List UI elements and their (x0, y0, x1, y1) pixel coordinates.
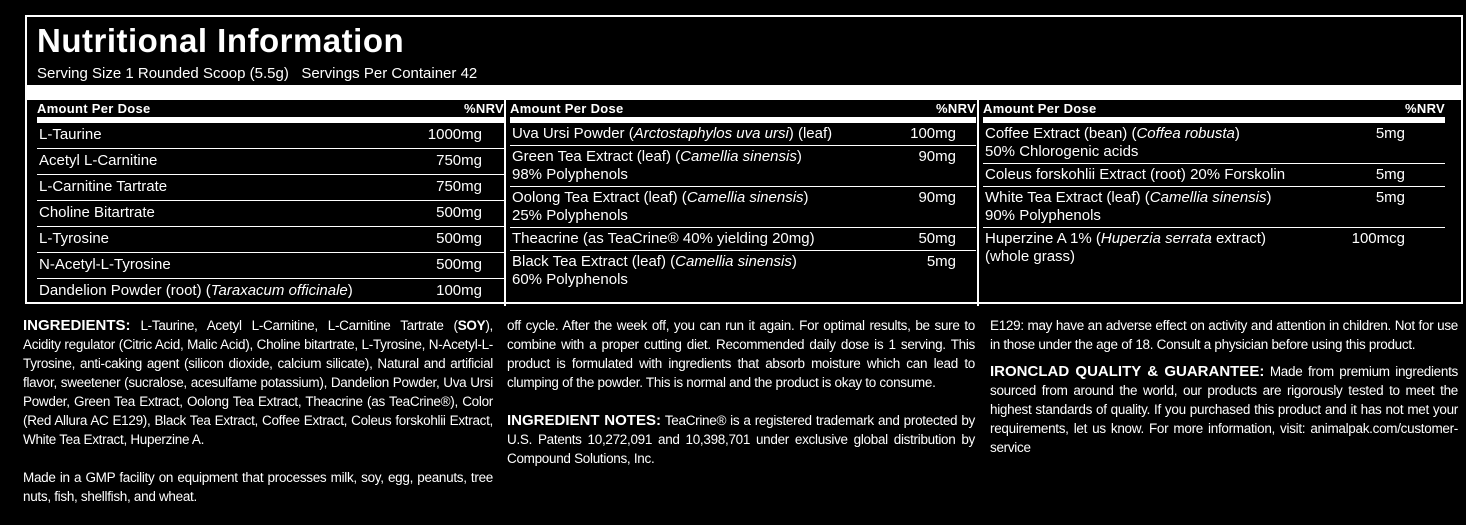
nutrient-name-text: Uva Ursi Powder ( (512, 125, 634, 142)
nutrient-name-text: N-Acetyl-L-Tyrosine (39, 256, 171, 273)
nutrient-name (39, 204, 504, 222)
nutrient-row (510, 146, 976, 187)
nutrient-name-text: Huperzine A 1% ( (985, 230, 1101, 247)
nutrient-name-text: Black Tea Extract (leaf) ( (512, 253, 676, 270)
nutrient-name-suffix: ) (803, 189, 809, 206)
nutrient-name (512, 125, 976, 143)
nutrient-name-text: Oolong Tea Extract (leaf) ( (512, 189, 687, 206)
nutrient-latin-name: Camellia sinensis (675, 253, 792, 270)
nutrient-row (510, 123, 976, 146)
nutrient-row (37, 227, 504, 253)
nutrient-name-text: Coleus forskohlii Extract (root) 20% Forskolin (985, 166, 1286, 183)
nutrient-name (512, 148, 976, 166)
nutrient-latin-name: Camellia sinensis (680, 148, 797, 165)
nutrient-name-text: Choline Bitartrate (39, 204, 155, 221)
nutrient-row (37, 123, 504, 149)
nutrient-amount: 750mg (436, 152, 482, 169)
nutrient-name-suffix: ) (leaf) (788, 125, 833, 142)
nutrient-detail: 50% Chlorogenic acids (985, 143, 1139, 160)
ingredients-heading: INGREDIENTS: (23, 317, 131, 334)
nutrient-detail: 60% Polyphenols (512, 271, 628, 288)
header-amount: Amount Per Dose (37, 101, 151, 116)
nutrient-column-1 (37, 100, 504, 304)
header-nrv: %NRV (936, 101, 976, 116)
nutrient-name (39, 152, 504, 170)
ingredient-notes-text: TeaCrine® is a registered trademark and protected by U.S. Patents 10,272,091 and 10,398,701 under exclusive global distribution by Compound Solutions, Inc. (507, 413, 976, 466)
nutrient-row (983, 123, 1445, 164)
serving-info: Serving Size 1 Rounded Scoop (5.5g) Servings Per Container 42 (37, 65, 478, 82)
nutrition-panel (25, 15, 1463, 304)
nutrient-latin-name: Camellia sinensis (686, 189, 804, 206)
nutrient-detail: 25% Polyphenols (512, 207, 628, 224)
nutrient-name-suffix: ) (796, 148, 802, 165)
nutrient-name-text: White Tea Extract (leaf) ( (985, 189, 1150, 206)
nutrient-detail: 90% Polyphenols (985, 207, 1101, 224)
nutrient-row (37, 175, 504, 201)
header-nrv: %NRV (464, 101, 504, 116)
ironclad-heading: IRONCLAD QUALITY & GUARANTEE: (990, 363, 1265, 380)
column-divider (504, 100, 506, 306)
nutrient-amount: 100mg (436, 282, 482, 299)
nutrient-name (512, 189, 976, 207)
nutrient-name (512, 230, 976, 248)
nutrient-amount: 5mg (1375, 166, 1405, 183)
nutrient-name (39, 256, 504, 274)
nutrient-column-2 (510, 100, 976, 304)
nutrient-row (510, 228, 976, 251)
nutrient-amount: 90mg (918, 148, 956, 165)
nutrient-name-suffix: ) (347, 282, 353, 299)
nutrient-row (983, 187, 1445, 228)
cycle-text: off cycle. After the week off, you can run it again. For optimal results, be sure to combine with a proper cutting diet. Recommended daily dose is 1 serving. This product is formulated with ingredients that absorb moisture which can lead to clumping of the powder. This is normal and the product is okay to consume. (507, 318, 975, 390)
panel-title: Nutritional Information (37, 22, 405, 59)
nutrient-amount: 50mg (918, 230, 956, 247)
header-bar (27, 85, 1461, 100)
nutrient-name-text: L-Tyrosine (39, 230, 110, 247)
nutrient-name-suffix: ) (1234, 125, 1240, 142)
nutrient-amount: 500mg (436, 256, 482, 273)
nutrient-amount: 1000mg (427, 126, 482, 143)
header-amount: Amount Per Dose (983, 101, 1097, 116)
nutrient-latin-name: Camellia sinensis (1149, 189, 1267, 206)
nutrient-latin-name: Coffea robusta (1136, 125, 1235, 142)
ingredient-notes-heading: INGREDIENT NOTES: (507, 412, 661, 429)
nutrient-amount: 500mg (436, 204, 482, 221)
nutrient-row (510, 187, 976, 228)
nutrient-row (983, 228, 1445, 268)
nutrient-name (39, 178, 504, 196)
nutrient-name (39, 230, 504, 248)
nutrient-amount: 750mg (436, 178, 482, 195)
nutrient-row (983, 164, 1445, 187)
nutrient-latin-name: Taraxacum officinale (210, 282, 348, 299)
warnings-block (990, 316, 1458, 476)
nutrient-name (39, 282, 504, 300)
nutrient-row (37, 253, 504, 279)
e129-warning: E129: may have an adverse effect on activity and attention in children. Not for use in those under the age of 18. Consult a physician before using this product. (990, 318, 1458, 352)
nutrient-row (37, 201, 504, 227)
ingredients-text: L-Taurine, Acetyl L-Carnitine, L-Carnitine Tartrate ( (130, 318, 458, 333)
header-nrv: %NRV (1405, 101, 1445, 116)
nutrient-name-text: Coffee Extract (bean) ( (985, 125, 1137, 142)
nutrient-row (37, 149, 504, 175)
nutrient-name-text: L-Carnitine Tartrate (39, 178, 168, 195)
nutrient-name-text: Dandelion Powder (root) ( (39, 282, 211, 299)
nutrient-detail: (whole grass) (985, 248, 1076, 265)
column-header (37, 100, 504, 123)
header-amount: Amount Per Dose (510, 101, 624, 116)
nutrient-name-text: Acetyl L-Carnitine (39, 152, 158, 169)
nutrient-detail: 98% Polyphenols (512, 166, 628, 183)
nutrient-column-3 (983, 100, 1445, 304)
nutrient-name-text: Green Tea Extract (leaf) ( (512, 148, 681, 165)
nutrient-row (37, 279, 504, 304)
directions-block (507, 316, 975, 487)
nutrient-amount: 500mg (436, 230, 482, 247)
nutrient-amount: 100mcg (1351, 230, 1405, 247)
column-divider (977, 100, 979, 306)
nutrient-amount: 5mg (1375, 125, 1405, 142)
nutrient-latin-name: Huperzia serrata (1100, 230, 1212, 247)
nutrient-amount: 90mg (918, 189, 956, 206)
nutrient-name-suffix: ) (1266, 189, 1272, 206)
nutrient-name-suffix: extract) (1211, 230, 1266, 247)
ingredients-text-rest: ), Acidity regulator (Citric Acid, Malic Acid), Choline bitartrate, L-Tyrosine, N-Acetyl-L-Tyrosine, anti-caking agent (silicon dioxide, calcium silicate), Natural and artificial flavor, sweetener (sucralose, acesulfame potassium), Dandelion Powder, Uva Ursi Powder, Green Tea Extract, Oolong Tea Extract, Theacrine (as TeaCrine®), Color (Red Allura AC E129), Black Tea Extract, Coffee Extract, Coleus forskohlii Extract, White Tea Extract, Huperzine A. (23, 318, 493, 447)
column-header (983, 100, 1445, 123)
nutrient-amount: 100mg (910, 125, 956, 142)
nutrient-latin-name: Arctostaphylos uva ursi (633, 125, 789, 142)
nutrient-name-text: Theacrine (as TeaCrine® 40% yielding 20mg) (512, 230, 815, 247)
gmp-statement: Made in a GMP facility on equipment that processes milk, soy, egg, peanuts, tree nuts, fish, shellfish, and wheat. (23, 470, 493, 504)
nutrient-amount: 5mg (926, 253, 956, 270)
column-header (510, 100, 976, 123)
nutrient-amount: 5mg (1375, 189, 1405, 206)
nutrient-name (512, 253, 976, 271)
ingredients-block (23, 316, 493, 525)
nutrient-row (510, 251, 976, 291)
nutrient-name-text: L-Taurine (39, 126, 102, 143)
ironclad-text: Made from premium ingredients sourced from around the world, our products are rigorously tested to meet the highest standards of quality. If you purchased this product and it has not met your requirements, let us know. For more information, visit: animalpak.com/customer-service (990, 364, 1459, 455)
nutrient-name-suffix: ) (791, 253, 797, 270)
allergen-soy: SOY (457, 318, 486, 333)
